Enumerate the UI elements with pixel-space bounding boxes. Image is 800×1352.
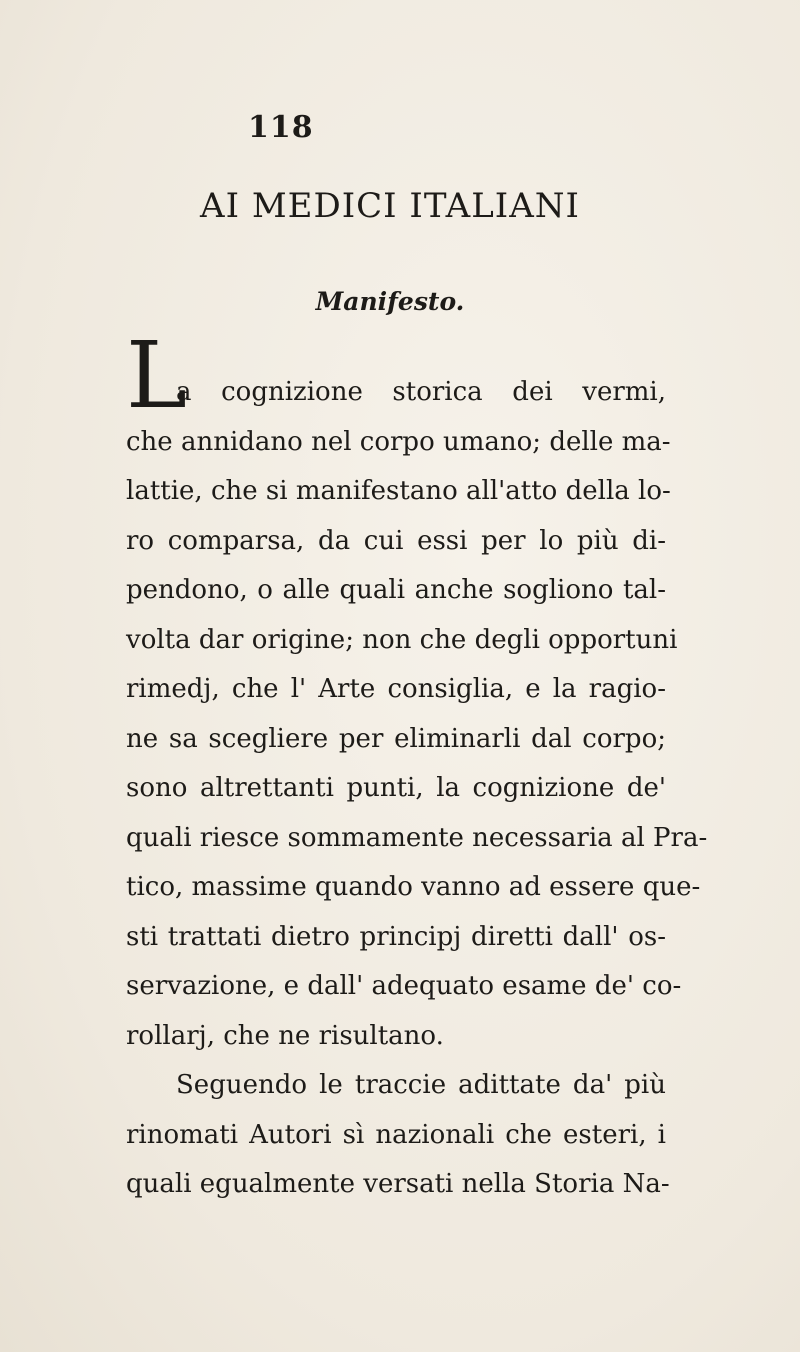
page-title: AI MEDICI ITALIANI [200, 186, 580, 226]
page-number: 118 [248, 110, 314, 145]
text-line: lattie, che si manifestano all'atto della lo- [126, 476, 671, 506]
text-line: rinomati Autori sì nazionali che esteri, i [126, 1119, 666, 1150]
page-subtitle: Manifesto. [315, 287, 465, 316]
text-line: che annidano nel corpo umano; delle ma- [126, 426, 671, 457]
text-line [126, 322, 666, 429]
text-line: Seguendo le traccie adittate da' più [176, 1070, 666, 1100]
body-text [126, 322, 708, 1210]
text-line: quali riesce sommamente necessaria al Pra- [126, 822, 708, 853]
text-line-content: a cognizione storica dei vermi, [176, 377, 666, 407]
text-line: rollarj, che ne risultano. [126, 1020, 444, 1051]
text-line: pendono, o alle quali anche sogliono tal- [126, 575, 666, 605]
text-line: ne sa scegliere per eliminarli dal corpo; [126, 723, 666, 754]
text-line: tico, massime quando vanno ad essere que- [126, 872, 701, 902]
text-line: rimedj, che l' Arte consiglia, e la ragio- [126, 674, 666, 704]
text-line: volta dar origine; non che degli opportuni [126, 624, 678, 655]
text-line: ro comparsa, da cui essi per lo più di- [126, 525, 666, 556]
drop-cap: L [126, 322, 188, 429]
text-line: sti trattati dietro principj diretti dall' os- [126, 921, 666, 952]
text-line: quali egualmente versati nella Storia Na- [126, 1169, 670, 1199]
text-line: sono altrettanti punti, la cognizione de' [126, 773, 666, 803]
text-line: servazione, e dall' adequato esame de' co- [126, 971, 682, 1001]
